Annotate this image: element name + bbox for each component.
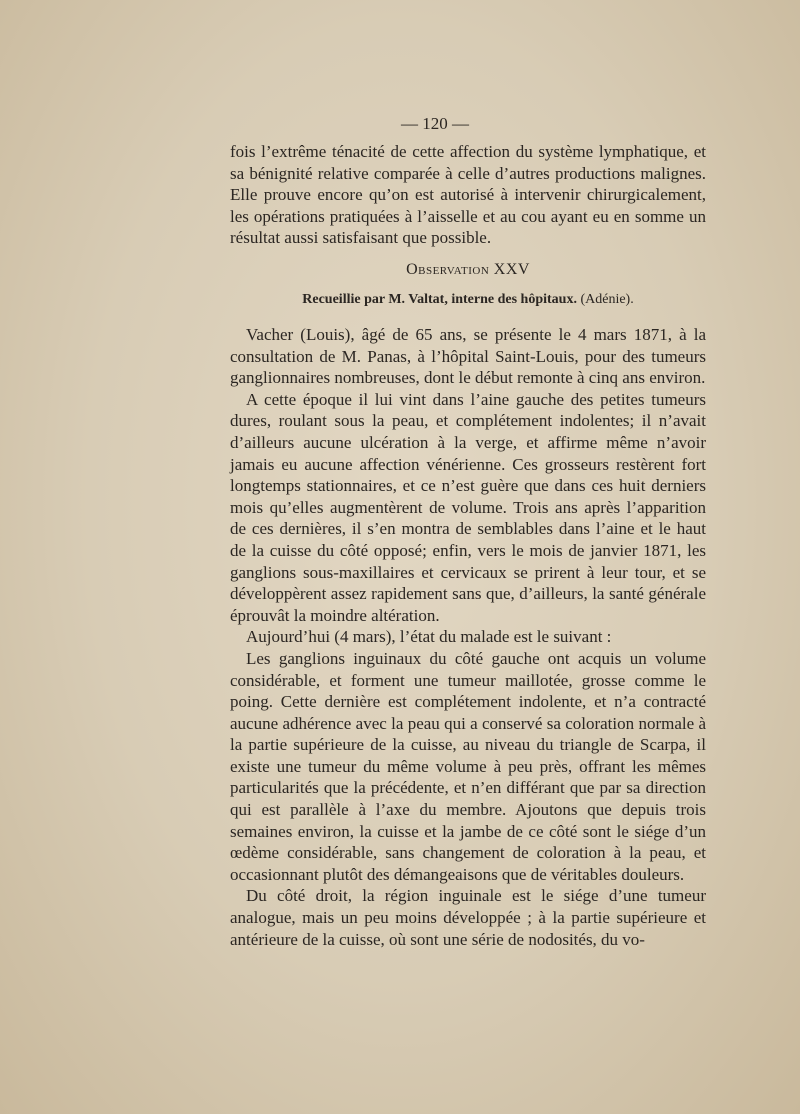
observation-note: (Adénie). xyxy=(580,292,634,307)
observation-body xyxy=(230,324,706,950)
observation-subtitle xyxy=(0,292,800,308)
body-paragraph: A cette époque il lui vint dans l’aine gauche des petites tumeurs dures, roulant sous la peau, et complétement indolentes; il n’avait d’ailleurs aucune ulcération à la verge, et affirme même n’avoir jamais eu aucune affection vénérienne. Ces grosseurs restèrent fort longtemps stationnaires, et ce n’est guère que dans ces huit derniers mois qu’elles augmentèrent de volume. Trois ans après l’apparition de ces dernières, il s’en montra de semblables dans l’aine et le haut de la cuisse du côté opposé; enfin, vers le mois de janvier 1871, les ganglions sous-maxillaires et cervicaux se prirent à leur tour, et se développèrent assez rapidement sans que, d’ailleurs, la santé générale éprouvât la moindre altération. xyxy=(230,389,706,625)
observation-title: Observation XXV xyxy=(406,261,530,278)
page-number: — 120 — xyxy=(401,114,469,133)
body-paragraph: Du côté droit, la région inguinale est le siége d’une tumeur analogue, mais un peu moins développée ; à la partie supérieure et antérieure de la cuisse, où sont une série de nodosités, du vo- xyxy=(230,886,706,949)
observation-author: Recueillie par M. Valtat, interne des hôpitaux. xyxy=(302,292,577,307)
body-paragraph: Aujourd’hui (4 mars), l’état du malade est le suivant : xyxy=(246,627,612,647)
body-paragraph: Vacher (Louis), âgé de 65 ans, se présente le 4 mars 1871, à la consultation de M. Panas, à l’hôpital Saint-Louis, pour des tumeurs ganglionnaires nombreuses, dont le début remonte à cinq ans environ. xyxy=(230,325,706,388)
intro-paragraph: fois l’extrême ténacité de cette affection du système lymphatique, et sa bénignité relative comparée à celle d’autres productions malignes. Elle prouve encore qu’on est autorisé à intervenir chirurgicalement, les opérations pratiquées à l’aisselle et au cou ayant eu en somme un résultat aussi satisfaisant que possible. xyxy=(230,142,706,248)
body-paragraph: Les ganglions inguinaux du côté gauche ont acquis un volume considérable, et forment une tumeur maillotée, grosse comme le poing. Cette dernière est complétement indolente, et n’a contracté aucune adhérence avec la peau qui a conservé sa coloration normale à la partie supérieure de la cuisse, au niveau du triangle de Scarpa, il existe une tumeur du même volume à peu près, offrant les mêmes particularités que la précédente, et n’en différant que par sa direction qui est parallèle à l’axe du membre. Ajoutons que depuis trois semaines environ, la cuisse et la jambe de ce côté sont le siége d’un œdème considérable, sans changement de coloration à la peau, et occasionnant plutôt des démangeaisons que de véritables douleurs. xyxy=(230,648,706,884)
intro-paragraph-block xyxy=(230,141,706,249)
